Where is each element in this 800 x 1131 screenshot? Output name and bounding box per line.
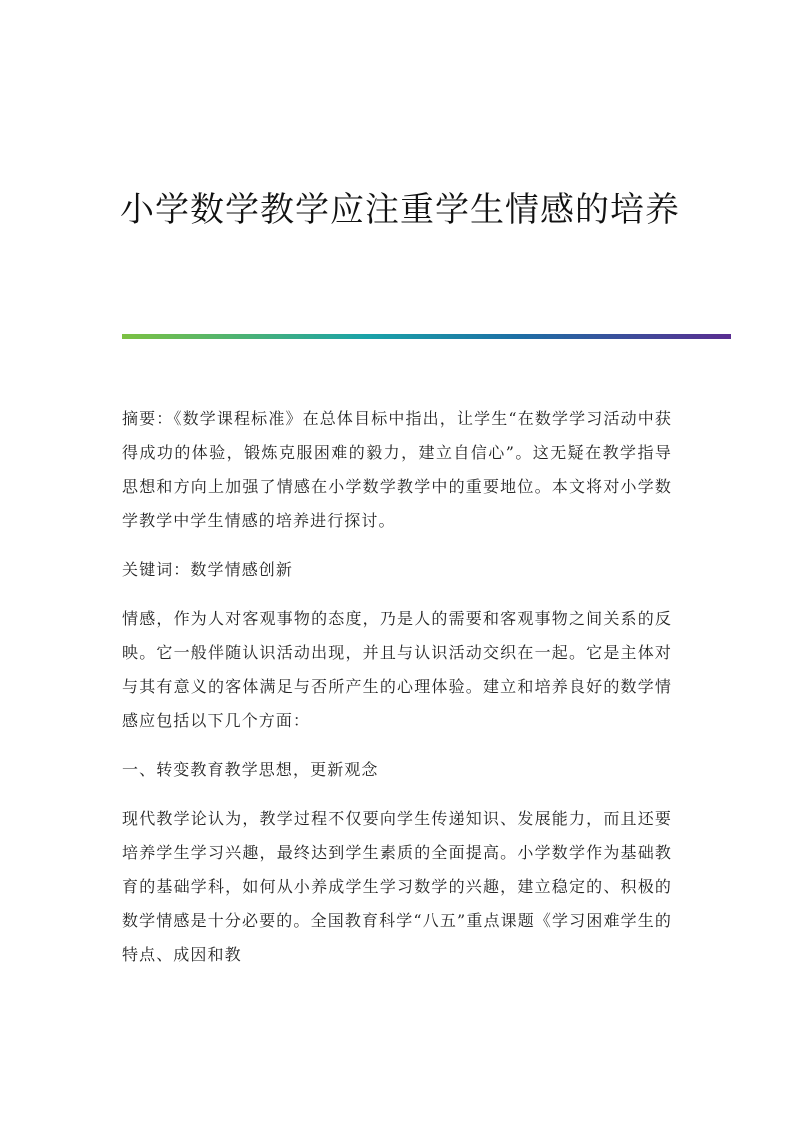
body-paragraph: 现代教学论认为，教学过程不仅要向学生传递知识、发展能力，而且还要培养学生学习兴趣，最终达到学生素质的全面提高。小学数学作为基础教育的基础学科，如何从小养成学生学习数学的兴趣，建立稳定的、积极的数学情感是十分必要的。全国教育科学“八五”重点课题《学习困难学生的特点、成因和教 [122, 809, 672, 964]
abstract-paragraph: 摘要：《数学课程标准》在总体目标中指出，让学生“在数学学习活动中获得成功的体验，锻炼克服困难的毅力，建立自信心”。这无疑在教学指导思想和方向上加强了情感在小学数学教学中的重要地位。本文将对小学数学教学中学生情感的培养进行探讨。 [122, 409, 672, 530]
document-title: 小学数学教学应注重学生情感的培养 [120, 190, 680, 230]
section-heading: 一、转变教育教学思想，更新观念 [122, 760, 379, 779]
keywords-paragraph: 关键词：数学情感创新 [122, 560, 294, 579]
intro-paragraph: 情感，作为人对客观事物的态度，乃是人的需要和客观事物之间关系的反映。它一般伴随认识活动出现，并且与认识活动交织在一起。它是主体对与其有意义的客体满足与否所产生的心理体验。建立和培养良好的数学情感应包括以下几个方面： [122, 609, 672, 730]
document-body [122, 402, 672, 987]
title-divider [122, 334, 731, 339]
